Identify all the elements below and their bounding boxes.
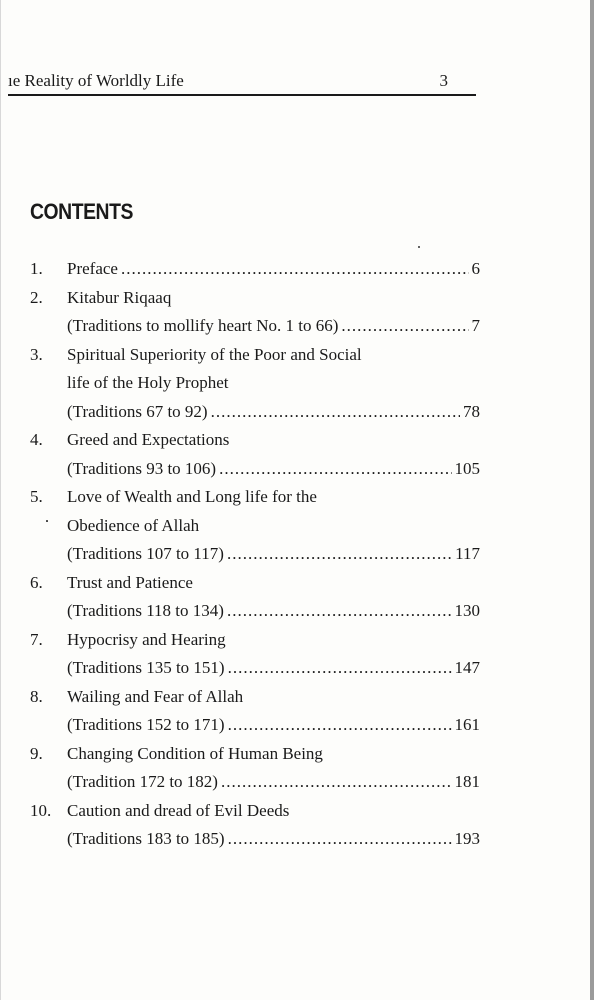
toc-entry-title: Spiritual Superiority of the Poor and Social: [67, 344, 362, 364]
toc-line: [30, 369, 480, 398]
toc-line: [30, 626, 480, 655]
toc-entry-range: (Tradition 172 to 182): [67, 772, 218, 791]
toc-page-number: 7: [471, 316, 480, 335]
toc-entry: [30, 341, 480, 427]
toc-line: [30, 597, 480, 626]
toc-entry-title: Changing Condition of Human Being: [67, 743, 323, 763]
toc-line: [30, 483, 480, 512]
toc-line: [30, 569, 480, 598]
toc-leader-line: [67, 398, 480, 427]
toc-line: [30, 284, 480, 313]
toc-dot-leader: [221, 768, 452, 797]
toc-entry: [30, 284, 480, 341]
toc-dot-leader: [228, 825, 452, 854]
toc-leader-line: [67, 312, 480, 341]
toc-dot-leader: [227, 597, 452, 626]
toc-entry-range: Preface: [67, 259, 118, 278]
page-edge-left: [0, 0, 1, 1000]
toc-line: [30, 825, 480, 854]
toc-entry-number: 7.: [30, 629, 43, 649]
toc-page-number: 117: [455, 544, 480, 563]
toc-entry-title: Obedience of Allah: [67, 515, 200, 535]
toc-leader-line: [67, 711, 480, 740]
toc-entry: [30, 626, 480, 683]
toc-dot-leader: [219, 455, 451, 484]
toc-line: [30, 540, 480, 569]
book-title: ıe Reality of Worldly Life: [8, 71, 184, 90]
toc-dot-leader: [211, 398, 460, 427]
toc-line: [30, 711, 480, 740]
toc-entry-title: Wailing and Fear of Allah: [67, 686, 244, 706]
page-number: 3: [439, 71, 448, 90]
toc-entry-number: 9.: [30, 743, 43, 763]
table-of-contents: [30, 255, 480, 854]
toc-entry-title: Greed and Expectations: [67, 430, 230, 449]
toc-entry-title: Love of Wealth and Long life for the: [67, 487, 317, 506]
toc-entry: [30, 683, 480, 740]
toc-entry-number: 3.: [30, 344, 43, 364]
toc-dot-leader: [227, 540, 452, 569]
contents-heading: CONTENTS: [30, 199, 133, 224]
toc-page-number: 78: [463, 401, 480, 421]
running-head: [8, 70, 476, 96]
toc-entry: [30, 426, 480, 483]
toc-leader-line: [67, 654, 480, 683]
toc-page-number: 161: [454, 715, 480, 734]
toc-entry-title: Trust and Patience: [67, 572, 193, 592]
toc-page-number: 105: [454, 458, 480, 478]
toc-dot-leader: [121, 255, 469, 284]
toc-line: [30, 255, 480, 284]
toc-entry-number: 8.: [30, 686, 43, 706]
toc-entry-range: (Traditions to mollify heart No. 1 to 66): [67, 316, 339, 335]
toc-entry-range: (Traditions 93 to 106): [67, 458, 217, 478]
toc-line: [30, 740, 480, 769]
toc-leader-line: [67, 768, 480, 797]
toc-line: [30, 654, 480, 683]
toc-leader-line: [67, 825, 480, 854]
toc-line: [30, 797, 480, 826]
toc-entry-title: Hypocrisy and Hearing: [67, 629, 226, 649]
toc-dot-leader: [341, 312, 468, 341]
toc-entry-range: (Traditions 135 to 151): [67, 658, 225, 677]
toc-line: [30, 683, 480, 712]
toc-entry-range: (Traditions 67 to 92): [67, 401, 208, 421]
toc-entry: [30, 569, 480, 626]
toc-line: [30, 312, 480, 341]
toc-leader-line: [67, 255, 480, 284]
toc-entry-title: Kitabur Riqaaq: [67, 287, 172, 307]
toc-entry-title: Caution and dread of Evil Deeds: [67, 800, 290, 820]
toc-leader-line: [67, 597, 480, 626]
toc-entry: [30, 797, 480, 854]
toc-page-number: 130: [454, 601, 480, 620]
toc-entry-number: 4.: [30, 430, 43, 449]
toc-page-number: 193: [454, 829, 480, 848]
toc-line: [30, 341, 480, 370]
toc-entry-number: 2.: [30, 287, 43, 307]
toc-entry-range: (Traditions 107 to 117): [67, 544, 224, 563]
toc-entry-number: 10.: [30, 800, 52, 820]
toc-dot-leader: [228, 711, 452, 740]
toc-entry: [30, 255, 480, 284]
toc-page-number: 147: [454, 658, 480, 677]
print-speck: [46, 520, 48, 522]
toc-entry-range: (Traditions 152 to 171): [67, 715, 225, 734]
toc-line: [30, 426, 480, 455]
toc-leader-line: [67, 540, 480, 569]
toc-entry: [30, 483, 480, 569]
toc-entry: [30, 740, 480, 797]
toc-line: [30, 768, 480, 797]
page-edge-right: [590, 0, 594, 1000]
toc-entry-number: 6.: [30, 572, 43, 592]
toc-dot-leader: [228, 654, 452, 683]
toc-page-number: 6: [471, 259, 480, 278]
toc-page-number: 181: [454, 772, 480, 791]
toc-leader-line: [67, 455, 480, 484]
toc-entry-title: life of the Holy Prophet: [67, 373, 229, 392]
toc-line: [30, 455, 480, 484]
print-speck: [418, 246, 420, 248]
toc-entry-range: (Traditions 183 to 185): [67, 829, 225, 848]
toc-entry-number: 5.: [30, 487, 43, 506]
toc-entry-number: 1.: [30, 259, 43, 278]
toc-line: [30, 512, 480, 541]
toc-entry-range: (Traditions 118 to 134): [67, 601, 224, 620]
toc-line: [30, 398, 480, 427]
